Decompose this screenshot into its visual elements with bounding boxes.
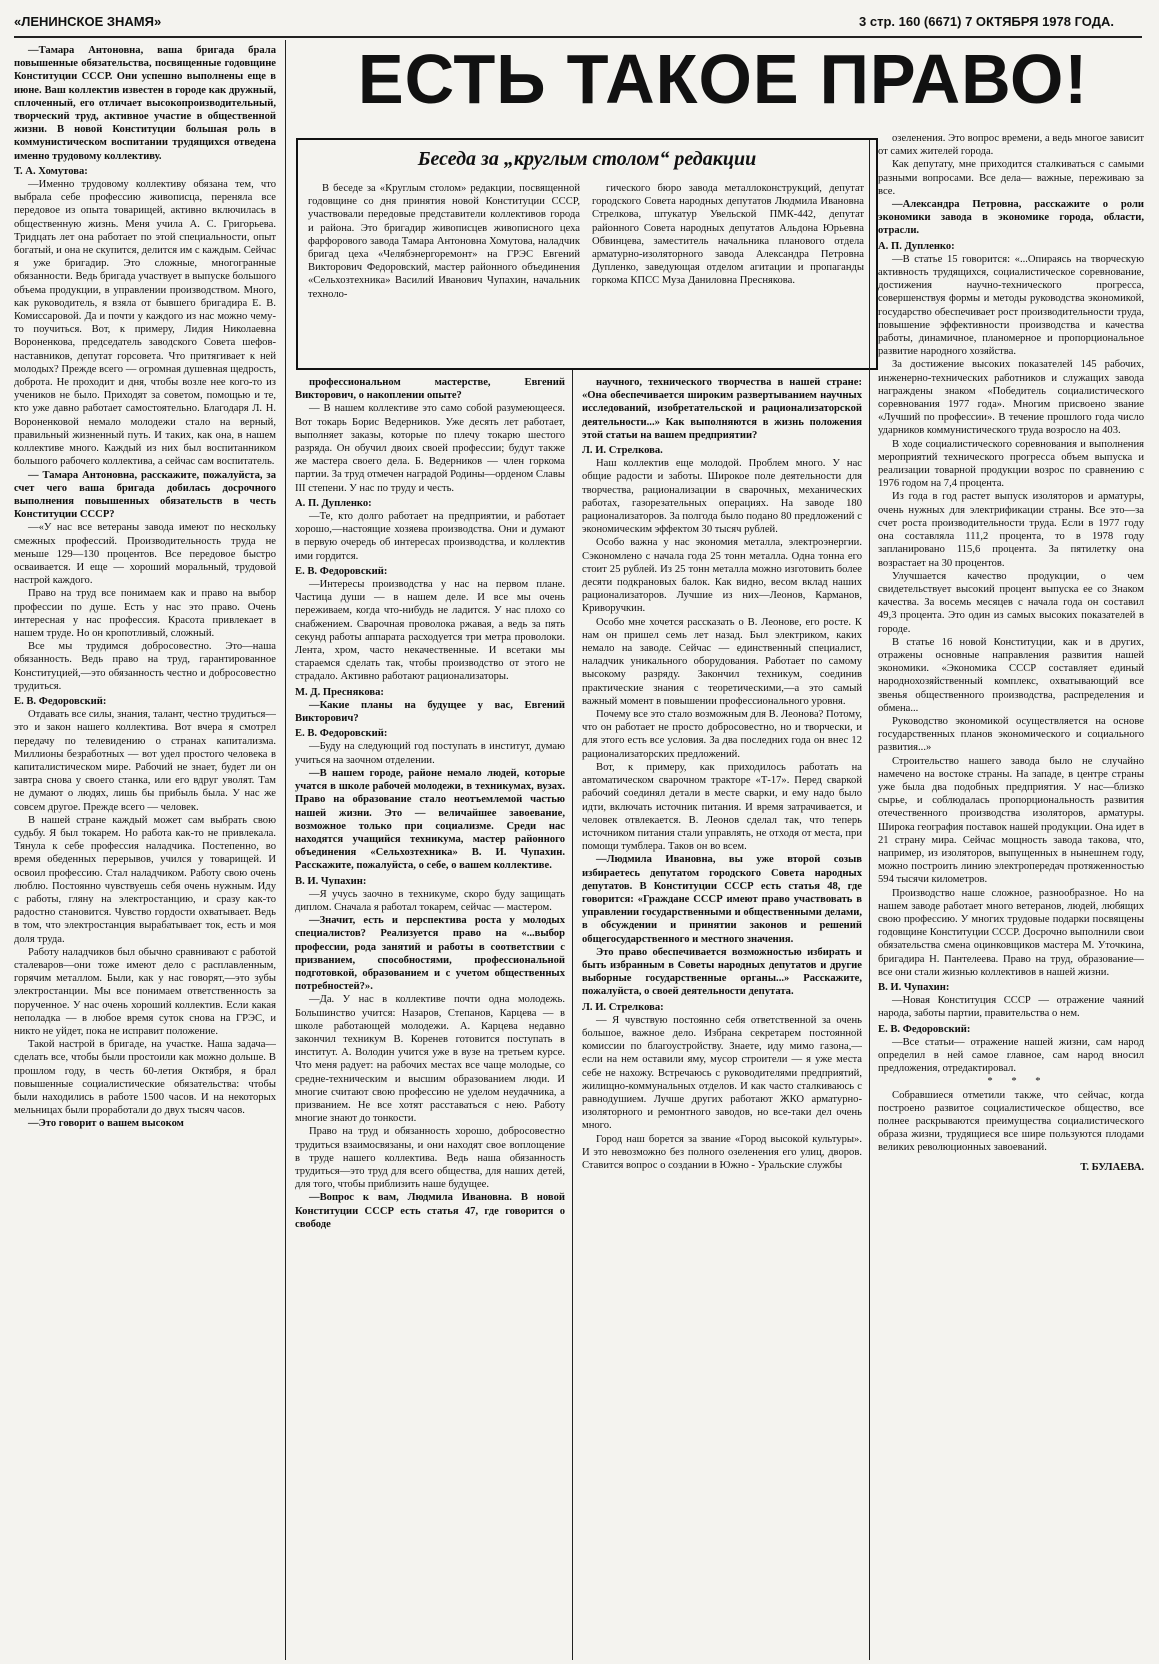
author-signature: Т. БУЛАЕВА.: [1080, 1161, 1144, 1173]
speaker-name: Е. В. Федоровский:: [878, 1023, 971, 1035]
section-divider: * * *: [987, 1076, 1049, 1088]
paragraph: Все мы трудимся добросовестно. Это—наша обязанность. Ведь право на труд, гарантированное Конституцией,—это обязанность честно и добросовестно трудиться.: [14, 641, 276, 692]
paragraph: Особо важна у нас экономия металла, электроэнергии. Сэкономлено с начала года 25 тонн металла. Одна тонна его стоит 25 рублей. Из 25 тонн металла можно изготовить более десяти подкрановых балок. Как видно, весом вклад наших рационализаторов. Лучшие из них—Леонов, Карманов, Криворучкин.: [582, 537, 862, 615]
column-4: [878, 132, 1144, 1660]
paragraph: —Интересы производства у нас на первом плане. Частица души — в нашем деле. И все мы очень переживаем, когда что-нибудь не ладится. У нас плохо со снабжением. Сварочная проволока ржавая, а ведь за пять секунд работы аппарата расходуется три метра проволоки. Лента, хром, часто некачественные. И всетаки мы стараемся сделать так, чтобы производство от этого не страдало. Активно работают рационализаторы.: [295, 579, 565, 683]
paragraph: —Все статьи— отражение нашей жизни, сам народ определил в ней самое главное, сам народ вносил предложения, отредактировал.: [878, 1036, 1144, 1075]
column-rule: [285, 40, 286, 1660]
column-rule: [572, 370, 573, 1660]
paragraph: Особо мне хочется рассказать о В. Леонове, его росте. К нам он пришел семь лет назад. Был электриком, каких немало на заводе. Сейчас — единственный специалист, наладчик уникального оборудования. Работает по самому высокому разряду. Закончил техникум, соединив практические знания с теоретическими,—а это самый важный момент в повышении профессионального уровня.: [582, 616, 862, 707]
speaker-name: М. Д. Преснякова:: [295, 686, 384, 698]
headline: ЕСТЬ ТАКОЕ ПРАВО!: [357, 40, 1089, 118]
paragraph: — Я чувствую постоянно себя ответственной за очень большое, важное дело. Избрана секретарем постоянной комиссии по благоустройству. Знаете, иду мимо газона,—если на нем оставили яму, мусор строители — я уже места себе не нахожу. Встречаюсь с руководителями предприятий, жилищно-коммунальных отделов. И как часто сталкиваюсь с равнодушием. Лучше других работают ЖКО арматурно-изоляторного и ремонтного заводов, но все-таки дел очень много.: [582, 1014, 862, 1132]
issue-info: 3 стр. 160 (6671) 7 ОКТЯБРЯ 1978 ГОДА.: [859, 14, 1114, 29]
speaker-name: Е. В. Федоровский:: [295, 565, 388, 577]
question-paragraph: —В нашем городе, районе немало людей, которые учатся в школе рабочей молодежи, в техникумах, вузах. Право на образование стало неотъемлемой частью нашей жизни. Это — величайшее завоевание, возможное только при социализме. Среди нас находятся учащийся техникума, мастер районного объединения «Сельхозтехника» В. И. Чупахин. Расскажите, пожалуйста, о себе, о вашем коллективе.: [295, 767, 565, 872]
paragraph: Такой настрой в бригаде, на участке. Наша задача—сделать все, чтобы были простоили как можно дольше. В прошлом году, в честь 60-летия Октября, я брал повышенные социалистические обязательства: чтобы были находились в работе 1500 часов. И на некоторых мельницах были проработали до двух тысяч часов.: [14, 1039, 276, 1117]
speaker-name: А. П. Дупленко:: [878, 240, 955, 252]
paragraph: Руководство экономикой осуществляется на основе государственных планов экономического и социального развития...»: [878, 715, 1144, 754]
question-paragraph: Это право обеспечивается возможностью избирать и быть избранным в Советы народных депутатов и другие выборные государственные органы...» Расскажите, пожалуйста, о своей деятельности депутата.: [582, 946, 862, 998]
question-paragraph: —Александра Петровна, расскажите о роли экономики завода в экономике города, области, отрасли.: [878, 199, 1144, 237]
paragraph: Собравшиеся отметили также, что сейчас, когда построено развитое социалистическое общество, все полнее раскрываются преимущества социалистического образа жизни, трудящиеся все шире пользуются плодами великих революционных завоеваний.: [878, 1089, 1144, 1154]
paragraph: Право на труд все понимаем как и право на выбор профессии по душе. Есть у нас это право. Очень интересная у нас профессия. Красота привлекает в нашем труде. Но он кропотливый, сложный.: [14, 588, 276, 639]
page-header: [14, 14, 1114, 34]
paragraph: Право на труд и обязанность хорошо, добросовестно трудиться взаимосвязаны, и они находят свое воплощение в труде нашего коллектива. Ведь наша обязанность трудиться—это труд для всего общества, для наших детей, для того, чтобы приблизить наше будущее.: [295, 1126, 565, 1191]
speaker-name: Е. В. Федоровский:: [14, 695, 107, 707]
question-paragraph: —Тамара Антоновна, ваша бригада брала повышенные обязательства, посвященные годовщине Конституции СССР. Они успешно выполнены еще в июне. Ваш коллектив известен в городе как дружный, сплоченный, его отличает высокопроизводительный, творческий труд, активное участие в общественной жизни. В новой Конституции большая роль в коммунистическом воспитании трудящихся отведена именно трудовому коллективу.: [14, 45, 276, 162]
question-paragraph: научного, технического творчества в нашей стране: «Она обеспечивается широким развертыванием научных исследований, изобретательской и рационализаторской деятельности...» Как выполняются в жизнь положения этой статьи на вашем предприятии?: [582, 377, 862, 441]
intro-right: [592, 182, 864, 288]
intro-paragraph: гического бюро завода металлоконструкций, депутат городского Совета народных депутатов Людмила Ивановна Стрелкова, штукатур Увельской ПМК-442, депутат районного Совета народных депутатов Альдона Юрьевна Обвинцева, заместитель начальника планового отдела арматурно-изоляторного завода Александра Петровна Дупленко, заведующая отделом агитации и пропаганды горкома КПСС Муза Даниловна Преснякова.: [592, 183, 864, 287]
paragraph: Как депутату, мне приходится сталкиваться с самыми разными вопросами. Все дела— важные, переживаю за все.: [878, 159, 1144, 197]
paragraph: Почему все это стало возможным для В. Леонова? Потому, что он работает не просто добросовестно, но и творчески, и для этого есть все условия. За два последних года он внес 12 рационализаторских предложений.: [582, 709, 862, 760]
paragraph: Производство наше сложное, разнообразное. Но на нашем заводе работает много ветеранов, людей, любящих свою профессию. У многих трудовые подарки посвящены годовщине Конституции СССР. Досрочно выполнили свои обязательства смена оцинковщиков мастера М. Уточкина, бригадира Н. Пантелеева. Право на труд, образование—все они стали жизнью коллективов в нашей жизни.: [878, 887, 1144, 978]
paragraph: В нашей стране каждый может сам выбрать свою судьбу. Я был токарем. Но работа как-то не привлекала. Тянула к себе профессия наладчика. Постепенно, во время обеденных перерывов, учился у товарищей. И освоил профессию. Стал наладчиком. Работу свою очень люблю. Постоянно чувствуешь себя очень нужным. Иду с работы, гляну на электростанцию, и сразу как-то радостно становится. Чувство гордости охватывает. Ведь в том, что электростанция вырабатывает ток, есть и моя доля труда.: [14, 814, 276, 945]
column-3: [582, 376, 862, 1660]
column-1: [14, 44, 276, 1660]
paragraph: —Да. У нас в коллективе почти одна молодежь. Большинство учится: Назаров, Степанов, Карцева — в школе работающей молодежи. А. Карцева недавно закончил техникум В. Коренев готовится поступать в институт. А. Володин учится уже в вузе на третьем курсе. Что меня радует: на рабочих местах все чаще молодые, со средне-техническим и высшим образованием люди. И многие считают свою профессию не уделом неудачника, а призванием. Не все хотят расставаться с нею. Работу многие знают до тонкости.: [295, 994, 565, 1125]
paragraph: За достижение высоких показателей 145 рабочих, инженерно-технических работников и служащих завода награждены знаком «Победитель социалистического соревнования 1977 года». Многим присвоено звание «Лучший по профессии». В течение прошлого года число ударников коммунистического труда возросло на 403.: [878, 359, 1144, 437]
speaker-name: Л. И. Стрелкова:: [582, 1001, 664, 1013]
question-paragraph: —Вопрос к вам, Людмила Ивановна. В новой Конституции СССР есть статья 47, где говорится о свободе: [295, 1192, 565, 1230]
paragraph: —Я учусь заочно в техникуме, скоро буду защищать диплом. Сначала я работал токарем, сейчас — мастером.: [295, 888, 565, 913]
speaker-name: В. И. Чупахин:: [878, 982, 950, 993]
paragraph: Город наш борется за звание «Город высокой культуры». И это невозможно без полного озеленения его улиц, дворов. Ставится вопрос о создании в Южно - Уральские службы: [582, 1133, 862, 1171]
paragraph: Из года в год растет выпуск изоляторов и арматуры, очень нужных для электрификации страны. Все это—за счет роста производительности труда. Если в 1977 году она составляла 111,2 процента, то в 1978 году запланировано 115,6 процента. За пятилетку она возрастает на 30 процентов.: [878, 491, 1144, 569]
paragraph: Вот, к примеру, как приходилось работать на автоматическом сварочном тракторе «Т-17». Перед сваркой рабочий соединял детали в месте сварки, и ему надо было идти, включать источник питания. И время затрачивается, и человек отвлекается. В. Леонов сделал так, что теперь источником питания стали управлять, не отходя от места, при помощи тумблера. Таков он во всем.: [582, 761, 862, 853]
question-paragraph: —Людмила Ивановна, вы уже второй созыв избираетесь депутатом городского Совета народных депутатов. В Конституции СССР есть статья 48, где говорится: «Граждане СССР имеют право участвовать в управлении государственными и общественными делами, в обсуждении и принятии законов и решений общегосударственного и местного значения.: [582, 854, 862, 945]
paragraph: Работу наладчиков был обычно сравнивают с работой сталеваров—они тоже имеют дело с расплавленным, горячим металлом. Были, как у нас говорят,—это зубы электростанции. Мы все понимаем ответственность за порученное. У нас очень хороший коллектив. Если какая неполадка — в любое время суток снова на ГРЭС, и никто не уйдет, пока не исправит положение.: [14, 946, 276, 1038]
paragraph: — В нашем коллективе это само собой разумеющееся. Вот токарь Борис Ведерников. Уже десять лет работает, выполняет заказы, которые по плечу токарю шестого разряда. Он обучил двоих своей профессии; будут также же мастера своего дела. Б. Ведерников — член горкома партии. За труд отмечен наградой Родины—орденом Славы III степени. У нас по труду и честь.: [295, 403, 565, 494]
paragraph: Наш коллектив еще молодой. Проблем много. У нас общие радости и заботы. Широкое поле деятельности для творчества, рационализации в сварочных, механических работах, газорезательных операциях. На заводе 180 рационализаторов. За полгода было подано 80 предложений с экономическим эффектом 30 тысяч рублей.: [582, 458, 862, 536]
question-paragraph: —Значит, есть и перспектива роста у молодых специалистов? Реализуется право на «...выбор профессии, рода занятий и работы в соответствии с призванием, способностями, профессиональной подготовкой, образованием и с учетом общественных потребностей?».: [295, 915, 565, 993]
question-paragraph: —Это говорит о вашем высоком: [28, 1118, 184, 1130]
question-paragraph: — Тамара Антоновна, расскажите, пожалуйста, за счет чего ваша бригада добилась досрочного выполнения повышенных обязательств в честь Конституции СССР?: [14, 469, 276, 521]
speaker-name: Е. В. Федоровский:: [295, 728, 388, 740]
question-paragraph: —Какие планы на будущее у вас, Евгений Викторович?: [295, 699, 565, 725]
paragraph: —Те, кто долго работает на предприятии, и работает хорошо,—настоящие хозяева производства. Они и думают в первую очередь об интересах производства, и коллектив ими гордится.: [295, 511, 565, 562]
question-paragraph: профессиональном мастерстве, Евгений Викторович, о накоплении опыте?: [295, 377, 565, 402]
column-2: [295, 376, 565, 1660]
paragraph: озеленения. Это вопрос времени, а ведь многое зависит от самих жителей города.: [878, 133, 1144, 158]
speaker-name: А. П. Дупленко:: [295, 497, 372, 509]
paragraph: —Именно трудовому коллективу обязана тем, что выбрала себе профессию живописца, переняла все передовое из опыта товарищей, активно включилась в общественную жизнь. Меня учила А. С. Григорьева. Тридцать лет она работает по этой специальности, опыт богатый, и она не скупится, делится им с каждым. Сейчас я уже бригадир. Это сложные, многогранные обязанности. Ведь бригада участвует в выпуске большого объема продукции, в управлении производством. Много, как руководитель, я взяла от бывшего бригадира Е. В. Комиссаровой. Да и почти у каждого из нас можно чему-то поучиться. Вот, к примеру, Лидия Николаевна Вороненкова, председатель заводского Совета шефов-наставников, депутат горсовета. Что притягивает к ней молодых? Прежде всего — огромная душевная щедрость, доброта. Не проходит и дня, чтобы возле нее кого-то из учеников не было. Приходят за советом, помощью и те, кто уже давно работает самостоятельно. Благодаря Л. Н. Вороненковой немало молодежи стало на верный, правильный жизненный путь. И таких, как она, в нашем коллективе много. Каждый из них был воспитанником большого рабочего коллектива, а сейчас сам воспитатель.: [14, 179, 276, 468]
paragraph: В ходе социалистического соревнования и выполнения мероприятий технического прогресса объем выпуска и реализации товарной продукции возрос по сравнению с 1976 годом на 7,4 процента.: [878, 438, 1144, 490]
intro-box: [296, 138, 878, 370]
paragraph: —Буду на следующий год поступать в институт, думаю учиться на заочном отделении.: [295, 741, 565, 766]
paragraph: В статье 16 новой Конституции, как и в других, отражены основные направления развития нашей экономики. «Экономика СССР составляет единый народнохозяйственный комплекс, охватывающий все звенья общественного производства, распределения и обмена...: [878, 636, 1144, 714]
column-rule: [869, 140, 870, 1660]
speaker-name: Л. И. Стрелкова.: [582, 445, 663, 457]
speaker-name: В. И. Чупахин:: [295, 875, 367, 887]
paragraph: Отдавать все силы, знания, талант, честно трудиться—это и закон нашего коллектива. Вот вчера я смотрел передачу по телевидению о странах капитализма. Миллионы безработных — вот удел простого человека в капиталистическом мире. Рабочий не знает, будет ли он завтра снова у своего станка, или его вдруг уволят. Там не думают о людях, лишь бы прибыль была. У нас же совсем другое. Прежде всего — человек.: [14, 709, 276, 813]
subtitle: Беседа за „круглым столом“ редакции: [417, 148, 757, 170]
paragraph: Строительство нашего завода было не случайно намечено на востоке страны. На западе, в центре страны уже была два подобных предприятия. У нас—близко сырье, и соблюдалась пропорциональность развития отечественного производства изоляторов, арматуры. Широка география поставок нашей продукции. Она идет в 21 страну мира. Сейчас мощность завода такова, что, например, из изоляторов, выпущенных в нынешнем году, можно построить линию электропередач протяженностью 594 тысячи километров.: [878, 755, 1144, 886]
paragraph: —Новая Конституция СССР — отражение чаяний народа, заботы партии, правительства о нем.: [878, 995, 1144, 1020]
speaker-name: Т. А. Хомутова:: [14, 165, 88, 177]
paragraph: —«У нас все ветераны завода имеют по нескольку смежных профессий. Производительность труда не меньше 129—130 процентов. Все передовое быстро осваивается. И еще — хороший моральный, трудовой настрой каждого.: [14, 522, 276, 587]
paragraph: Улучшается качество продукции, о чем свидетельствует высокий процент выпуска ее со Знаком качества. За восемь месяцев с начала года он составил 49,3 процента. Это один из самых высоких показателей в городе.: [878, 570, 1144, 635]
newspaper-name: «ЛЕНИНСКОЕ ЗНАМЯ»: [14, 14, 162, 29]
paragraph: —В статье 15 говорится: «...Опираясь на творческую активность трудящихся, социалистическое соревнование, достижения научно-технического прогресса, совершенствуя формы и методы руководства экономикой, государство обеспечивает рост производительности труда, повышение эффективности производства и качества работы, динамичное, планомерное и пропорциональное развитие народного хозяйства.: [878, 253, 1144, 358]
intro-paragraph: В беседе за «Круглым столом» редакции, посвященной годовщине со дня принятия новой Конституции СССР, участвовали передовые представители коллективов города и района. Это бригадир живописцев живописного цеха фарфорового завода Тамара Антоновна Хомутова, наладчик бригад цеха «Челябэнергоремонт» на ГРЭС Евгений Викторович Федоровский, мастер районного объединения «Сельхозтехника» Василий Иванович Чупахин, начальник техноло-: [308, 183, 580, 300]
intro-left: [308, 182, 580, 301]
